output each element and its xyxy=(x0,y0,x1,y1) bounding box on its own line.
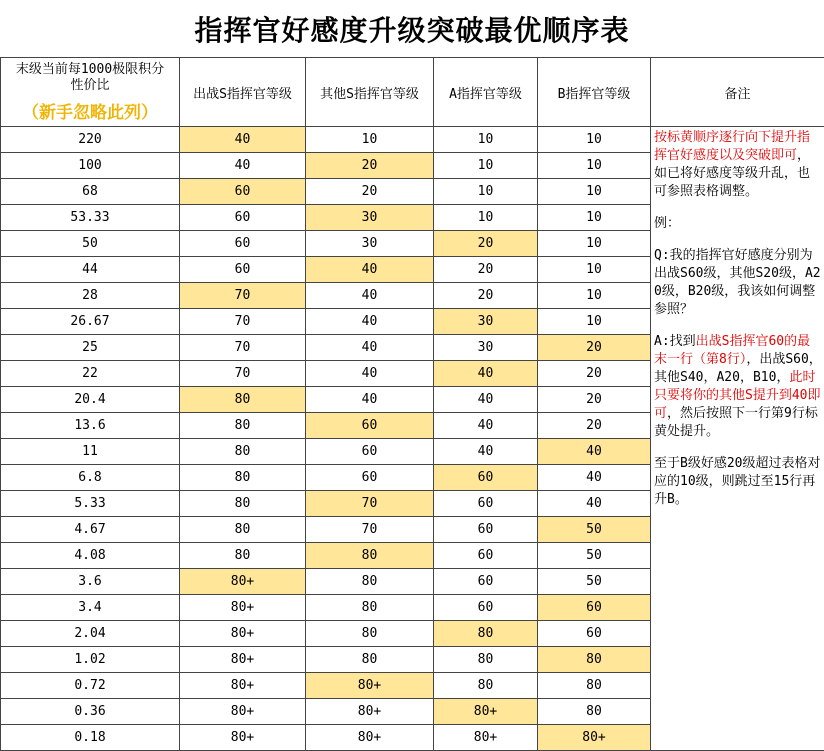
cell-ratio: 0.18 xyxy=(1,725,180,751)
notes-answer xyxy=(654,333,822,441)
cell-sortie-s: 60 xyxy=(180,205,306,231)
cell-sortie-s: 80 xyxy=(180,439,306,465)
cell-other-s: 80+ xyxy=(306,699,434,725)
cell-a: 80+ xyxy=(434,725,538,751)
notes-instruction xyxy=(654,129,822,201)
cell-ratio: 0.72 xyxy=(1,673,180,699)
cell-sortie-s: 70 xyxy=(180,335,306,361)
header-ratio-line2: 性价比 xyxy=(1,78,179,94)
cell-sortie-s: 60 xyxy=(180,231,306,257)
header-notes: 备注 xyxy=(651,58,824,127)
cell-sortie-s: 80 xyxy=(180,387,306,413)
cell-a: 40 xyxy=(434,361,538,387)
header-b: B指挥官等级 xyxy=(538,58,651,127)
cell-other-s: 80 xyxy=(306,647,434,673)
cell-ratio: 26.67 xyxy=(1,309,180,335)
cell-sortie-s: 80 xyxy=(180,517,306,543)
cell-sortie-s: 60 xyxy=(180,179,306,205)
cell-a: 80 xyxy=(434,647,538,673)
cell-a: 60 xyxy=(434,491,538,517)
cell-a: 40 xyxy=(434,413,538,439)
cell-sortie-s: 70 xyxy=(180,361,306,387)
notes-answer-part2: ，出战S60，其他S40，A20，B10， xyxy=(654,352,822,385)
cell-a: 60 xyxy=(434,543,538,569)
cell-b: 50 xyxy=(538,517,651,543)
header-other-s: 其他S指挥官等级 xyxy=(306,58,434,127)
cell-other-s: 40 xyxy=(306,283,434,309)
cell-sortie-s: 80 xyxy=(180,491,306,517)
cell-other-s: 70 xyxy=(306,517,434,543)
cell-sortie-s: 70 xyxy=(180,283,306,309)
cell-b: 40 xyxy=(538,465,651,491)
notes-b-level: 至于B级好感20级超过表格对应的10级，则跳过至15行再升B。 xyxy=(654,455,822,509)
upgrade-order-table xyxy=(0,57,824,751)
cell-sortie-s: 80+ xyxy=(180,569,306,595)
cell-other-s: 60 xyxy=(306,413,434,439)
cell-a: 30 xyxy=(434,309,538,335)
cell-other-s: 20 xyxy=(306,153,434,179)
cell-sortie-s: 80 xyxy=(180,543,306,569)
cell-sortie-s: 80+ xyxy=(180,699,306,725)
cell-b: 10 xyxy=(538,283,651,309)
cell-sortie-s: 40 xyxy=(180,127,306,153)
cell-ratio: 1.02 xyxy=(1,647,180,673)
cell-other-s: 40 xyxy=(306,361,434,387)
cell-b: 10 xyxy=(538,231,651,257)
cell-a: 30 xyxy=(434,335,538,361)
cell-b: 80 xyxy=(538,647,651,673)
header-ratio xyxy=(1,58,180,127)
cell-b: 40 xyxy=(538,491,651,517)
cell-ratio: 68 xyxy=(1,179,180,205)
cell-a: 20 xyxy=(434,257,538,283)
cell-ratio: 2.04 xyxy=(1,621,180,647)
cell-sortie-s: 60 xyxy=(180,257,306,283)
cell-a: 10 xyxy=(434,205,538,231)
header-row xyxy=(1,58,824,127)
cell-b: 40 xyxy=(538,439,651,465)
cell-b: 60 xyxy=(538,621,651,647)
cell-a: 10 xyxy=(434,127,538,153)
cell-sortie-s: 80+ xyxy=(180,673,306,699)
cell-b: 10 xyxy=(538,309,651,335)
cell-a: 80 xyxy=(434,621,538,647)
page-title: 指挥官好感度升级突破最优顺序表 xyxy=(0,0,824,57)
cell-b: 20 xyxy=(538,361,651,387)
cell-other-s: 60 xyxy=(306,439,434,465)
cell-ratio: 0.36 xyxy=(1,699,180,725)
cell-b: 10 xyxy=(538,205,651,231)
notes-answer-part1: A:找到 xyxy=(654,334,696,349)
cell-a: 40 xyxy=(434,387,538,413)
cell-b: 20 xyxy=(538,387,651,413)
newbie-ignore-note: （新手忽略此列） xyxy=(1,98,179,123)
cell-b: 50 xyxy=(538,569,651,595)
cell-a: 10 xyxy=(434,179,538,205)
cell-a: 10 xyxy=(434,153,538,179)
cell-sortie-s: 80 xyxy=(180,465,306,491)
cell-ratio: 100 xyxy=(1,153,180,179)
notes-answer-part3: ，然后按照下一行第9行标黄处提升。 xyxy=(654,406,818,439)
cell-a: 60 xyxy=(434,595,538,621)
cell-other-s: 40 xyxy=(306,387,434,413)
header-sortie-s: 出战S指挥官等级 xyxy=(180,58,306,127)
cell-a: 80 xyxy=(434,673,538,699)
cell-other-s: 40 xyxy=(306,335,434,361)
cell-ratio: 5.33 xyxy=(1,491,180,517)
cell-b: 10 xyxy=(538,153,651,179)
cell-ratio: 4.08 xyxy=(1,543,180,569)
notes-question: Q:我的指挥官好感度分别为出战S60级，其他S20级，A20级，B20级，我该如何调整参照？ xyxy=(654,247,822,319)
cell-b: 80 xyxy=(538,699,651,725)
notes-instruction-rest: ，如已将好感度等级升乱，也可参照表格调整。 xyxy=(654,148,810,199)
cell-ratio: 50 xyxy=(1,231,180,257)
cell-other-s: 80+ xyxy=(306,725,434,751)
cell-ratio: 25 xyxy=(1,335,180,361)
cell-a: 40 xyxy=(434,439,538,465)
cell-a: 60 xyxy=(434,465,538,491)
cell-b: 10 xyxy=(538,179,651,205)
cell-sortie-s: 80+ xyxy=(180,647,306,673)
cell-other-s: 60 xyxy=(306,465,434,491)
cell-ratio: 53.33 xyxy=(1,205,180,231)
notes-example-label: 例： xyxy=(654,215,822,233)
cell-a: 20 xyxy=(434,283,538,309)
cell-ratio: 13.6 xyxy=(1,413,180,439)
cell-other-s: 70 xyxy=(306,491,434,517)
notes-answer-red2: 此时只要将你的其他S提升到40即可 xyxy=(654,370,820,421)
table-row xyxy=(1,127,824,153)
header-ratio-line1: 末级当前每1000极限积分 xyxy=(1,62,179,78)
notes-answer-red1: 出战S指挥官60的最末一行（第8行） xyxy=(654,334,810,367)
cell-b: 20 xyxy=(538,335,651,361)
cell-ratio: 3.4 xyxy=(1,595,180,621)
cell-sortie-s: 80+ xyxy=(180,621,306,647)
cell-b: 60 xyxy=(538,595,651,621)
cell-ratio: 220 xyxy=(1,127,180,153)
cell-other-s: 40 xyxy=(306,257,434,283)
cell-b: 80 xyxy=(538,673,651,699)
notes-instruction-highlight: 按标黄顺序逐行向下提升指挥官好感度以及突破即可 xyxy=(654,130,810,163)
cell-ratio: 3.6 xyxy=(1,569,180,595)
cell-other-s: 40 xyxy=(306,309,434,335)
cell-other-s: 80 xyxy=(306,595,434,621)
cell-ratio: 44 xyxy=(1,257,180,283)
cell-ratio: 11 xyxy=(1,439,180,465)
header-a: A指挥官等级 xyxy=(434,58,538,127)
cell-sortie-s: 80+ xyxy=(180,725,306,751)
cell-a: 60 xyxy=(434,569,538,595)
cell-ratio: 6.8 xyxy=(1,465,180,491)
cell-ratio: 28 xyxy=(1,283,180,309)
cell-sortie-s: 70 xyxy=(180,309,306,335)
cell-sortie-s: 80 xyxy=(180,413,306,439)
cell-b: 10 xyxy=(538,257,651,283)
cell-sortie-s: 40 xyxy=(180,153,306,179)
cell-other-s: 80 xyxy=(306,569,434,595)
cell-other-s: 80 xyxy=(306,621,434,647)
cell-a: 80+ xyxy=(434,699,538,725)
cell-b: 80+ xyxy=(538,725,651,751)
cell-a: 20 xyxy=(434,231,538,257)
notes-cell xyxy=(651,127,824,751)
cell-b: 20 xyxy=(538,413,651,439)
cell-b: 10 xyxy=(538,127,651,153)
cell-other-s: 20 xyxy=(306,179,434,205)
cell-b: 50 xyxy=(538,543,651,569)
cell-other-s: 80 xyxy=(306,543,434,569)
cell-a: 60 xyxy=(434,517,538,543)
cell-other-s: 10 xyxy=(306,127,434,153)
cell-other-s: 80+ xyxy=(306,673,434,699)
cell-other-s: 30 xyxy=(306,205,434,231)
cell-other-s: 30 xyxy=(306,231,434,257)
cell-sortie-s: 80+ xyxy=(180,595,306,621)
cell-ratio: 20.4 xyxy=(1,387,180,413)
cell-ratio: 4.67 xyxy=(1,517,180,543)
cell-ratio: 22 xyxy=(1,361,180,387)
